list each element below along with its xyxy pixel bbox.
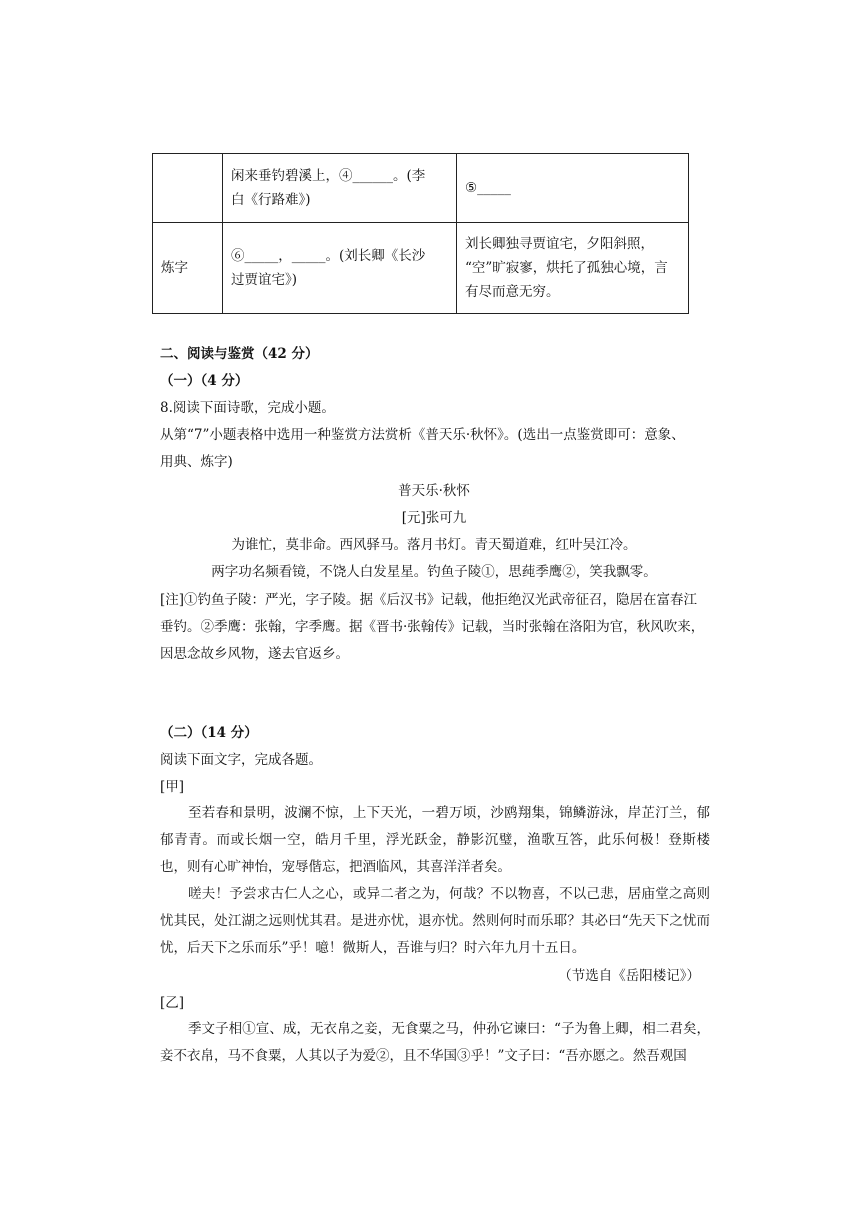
passage-yi-paragraph: 季文子相①宣、成，无衣帛之妾，无食粟之马，仲孙它谏曰：“子为鲁上卿，相二君矣，妾不衣帛，马不食粟，人其以子为爱②，且不华国③乎！”文子曰：“吾亦愿之。然吾观国 <box>160 1021 710 1064</box>
table-cell-label: 炼字 <box>153 223 223 314</box>
passage-source: （节选自《岳阳楼记》） <box>558 968 700 984</box>
poem-line: 为谁忙，莫非命。西风驿马。落月书灯。青天蜀道难，红叶吴江冷。 <box>231 537 637 553</box>
table-cell-analysis <box>457 154 689 223</box>
poem-line: 白《行路难》) <box>231 192 311 208</box>
question-8: 8.阅读下面诗歌，完成小题。 <box>160 400 335 416</box>
poem-line: 两字功名频看镜，不饶人白发星星。钓鱼子陵①，思莼季鹰②，笑我飘零。 <box>211 564 657 580</box>
annotation: [注]①钓鱼子陵：严光，字子陵。据《后汉书》记载，他拒绝汉光武帝征召，隐居在富春江 <box>160 592 698 608</box>
analysis-line: “空”旷寂寥，烘托了孤独心境，言 <box>465 260 668 276</box>
poem-line: 闲来垂钓碧溪上，④______。(李 <box>231 168 426 184</box>
poem-author: [元]张可九 <box>401 510 467 526</box>
poem-title: 普天乐·秋怀 <box>398 483 470 499</box>
section-heading: 二、阅读与鉴赏（42 分） <box>160 346 319 362</box>
analysis-line: 有尽而意无穷。 <box>465 284 560 300</box>
passage-label-jia: [甲] <box>160 779 185 795</box>
appreciation-table <box>152 153 689 314</box>
table-cell-label <box>153 154 223 223</box>
question-8-task: 从第“7”小题表格中选用一种鉴赏方法赏析《普天乐·秋怀》。(选出一点鉴赏即可：意象、 <box>160 427 685 443</box>
table-cell-poem <box>223 154 457 223</box>
table-row <box>153 154 689 223</box>
passage-jia-paragraph: 嗟夫！予尝求古仁人之心，或异二者之为，何哉？不以物喜，不以己悲，居庙堂之高则忧其民，处江湖之远则忧其君。是进亦忧，退亦忧。然则何时而乐耶？其必曰“先天下之忧而忧，后天下之乐而乐”乎！噫！微斯人，吾谁与归？时六年九月十五日。 <box>160 886 710 956</box>
question-8-task-cont: 用典、炼字) <box>160 454 233 470</box>
annotation: 因思念故乡风物，遂去官返乡。 <box>160 646 349 662</box>
poem-line: 过贾谊宅》) <box>231 272 298 288</box>
analysis-line: ⑤_____ <box>465 180 511 196</box>
analysis-line: 刘长卿独寻贾谊宅，夕阳斜照， <box>465 236 654 252</box>
passage-label-yi: [乙] <box>160 995 185 1011</box>
table-cell-poem <box>223 223 457 314</box>
part1-heading: （一）（4 分） <box>160 373 249 389</box>
poem-line: ⑥_____，_____。(刘长卿《长沙 <box>231 248 426 264</box>
part2-heading: （二）（14 分） <box>160 725 258 741</box>
table-cell-analysis <box>457 223 689 314</box>
part2-instruction: 阅读下面文字，完成各题。 <box>160 752 322 768</box>
table-row <box>153 223 689 314</box>
passage-jia-paragraph: 至若春和景明，波澜不惊，上下天光，一碧万顷，沙鸥翔集，锦鳞游泳，岸芷汀兰，郁郁青青。而或长烟一空，皓月千里，浮光跃金，静影沉璧，渔歌互答，此乐何极！登斯楼也，则有心旷神怡，宠辱偕忘，把酒临风，其喜洋洋者矣。 <box>160 805 710 875</box>
annotation: 垂钓。②季鹰：张翰，字季鹰。据《晋书·张翰传》记载，当时张翰在洛阳为官，秋风吹来， <box>160 619 705 635</box>
